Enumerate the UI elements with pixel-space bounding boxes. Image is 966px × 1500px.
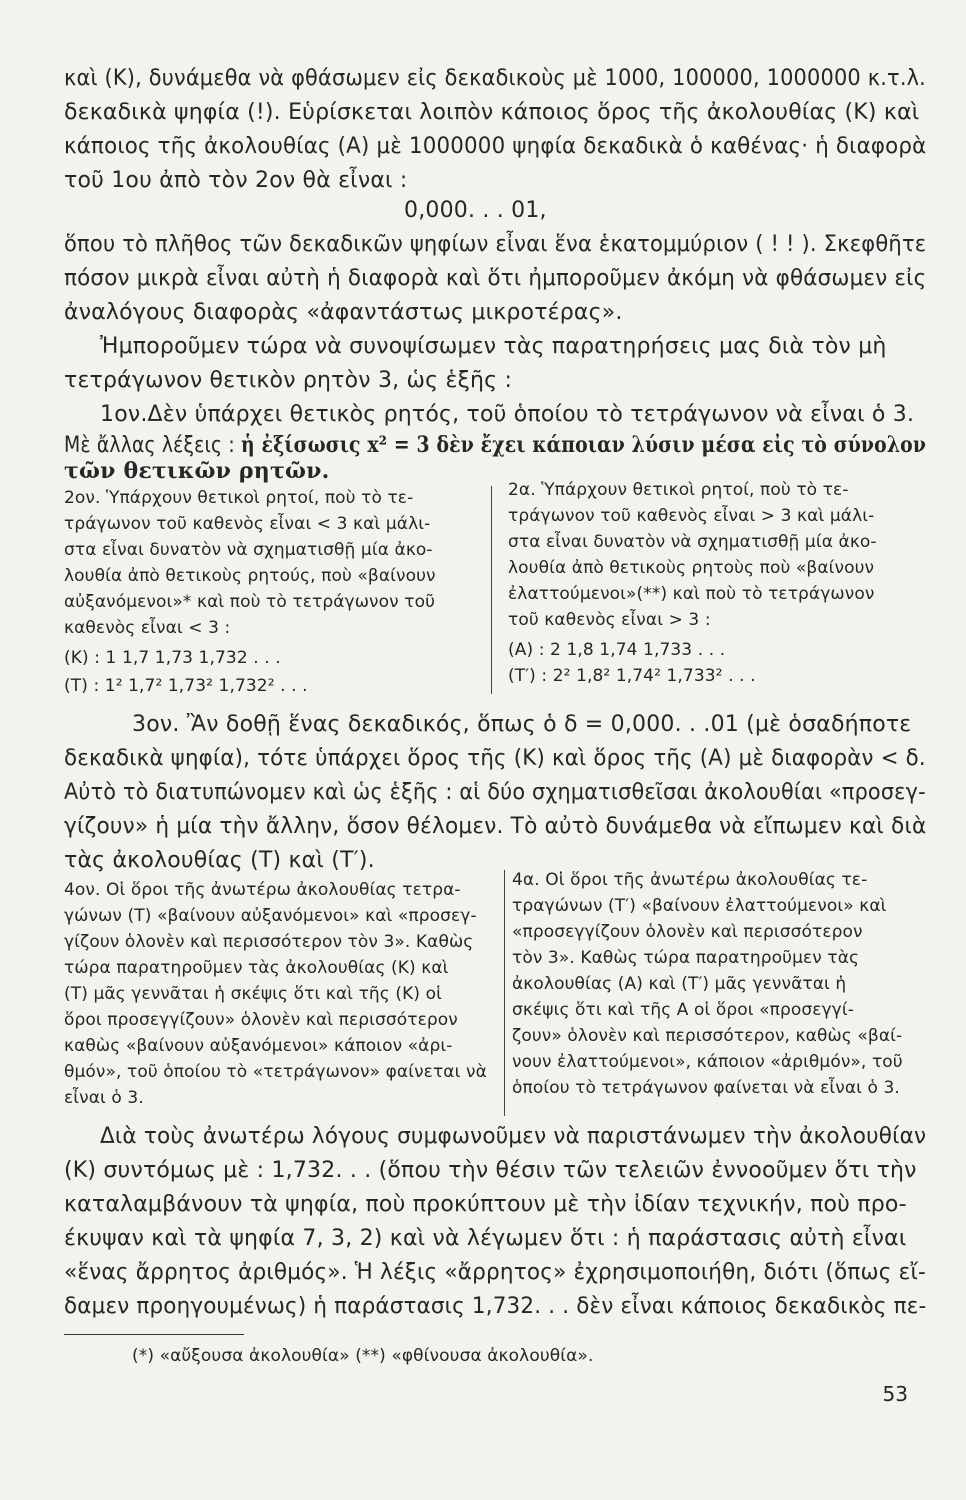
column-divider (491, 486, 492, 694)
equation-statement: ἡ ἐξίσωσις x² = 3 δὲν ἔχει κάποιαν λύσιν μέσα εἰς τὸ σύνολον (240, 432, 927, 458)
col-left-line: εἶναι ὁ 3. (64, 1088, 144, 1108)
col-left-line: τράγωνον τοῦ καθενὸς εἶναι < 3 καὶ μάλι- (64, 514, 431, 534)
text-line: «ἕνας ἄρρητος ἀριθμός». Ἡ λέξις «ἄρρητος» ἐχρησιμοποιήθη, διότι (ὅπως εἴ- (64, 1260, 926, 1285)
col-right-line: 2α. Ὑπάρχουν θετικοὶ ρητοί, ποὺ τὸ τε- (508, 480, 849, 500)
text-line: (Κ) συντόμως μὲ : 1,732. . . (ὅπου τὴν θέσιν τῶν τελειῶν ἐννοοῦμεν ὅτι τὴν (64, 1158, 917, 1183)
col-right-line: τοῦ καθενὸς εἶναι > 3 : (508, 610, 711, 630)
footnote: (*) «αὔξουσα ἀκολουθία» (**) «φθίνουσα ἀκολουθία». (132, 1346, 594, 1366)
col-left-line: λουθία ἀπὸ θετικοὺς ρητούς, ποὺ «βαίνουν (64, 566, 436, 586)
col-left-line: αὐξανόμενοι»* καὶ ποὺ τὸ τετράγωνον τοῦ (64, 592, 436, 612)
col-right-line: λουθία ἀπὸ θετικοὺς ρητοὺς ποὺ «βαίνουν (508, 558, 875, 578)
col-left-line: γίζουν ὁλονὲν καὶ περισσότερον τὸν 3». Καθὼς (64, 932, 474, 952)
text-line: τοῦ 1ου ἀπὸ τὸν 2ον θὰ εἶναι : (64, 168, 408, 193)
col-left-line: ὅροι προσεγγίζουν» ὁλονὲν καὶ περισσότερον (64, 1010, 458, 1030)
text-line: Αὐτὸ τὸ διατυπώνομεν καὶ ὡς ἑξῆς : αἱ δύο σχηματισθεῖσαι ἀκολουθίαι «προσεγ- (64, 780, 926, 805)
col-right-line: ὁποίου τὸ τετράγωνον φαίνεται νὰ εἶναι ὁ 3. (512, 1078, 900, 1098)
col-right-line: τραγώνων (Τ′) «βαίνουν ἐλαττούμενοι» καὶ (512, 896, 887, 916)
col-right-line: νουν ἐλαττούμενοι», κάποιον «ἀριθμόν», τοῦ (512, 1052, 903, 1072)
column-divider (504, 870, 505, 1116)
col-left-line: καθενὸς εἶναι < 3 : (64, 618, 231, 638)
equation-prefix: Μὲ ἄλλας λέξεις : (64, 433, 241, 458)
text-line: ὅπου τὸ πλῆθος τῶν δεκαδικῶν ψηφίων εἶναι ἕνα ἑκατομμύριον ( ! ! ). Σκεφθῆτε (64, 232, 927, 257)
col-right-line: στα εἶναι δυνατὸν νὰ σχηματισθῇ μία ἀκο- (508, 532, 877, 552)
text-line: γίζουν» ἡ μία τὴν ἄλλην, ὅσον θέλομεν. Τὸ αὐτὸ δυνάμεθα νὰ εἴπωμεν καὶ διὰ (64, 814, 927, 839)
col-left-line: 2ον. Ὑπάρχουν θετικοὶ ρητοί, ποὺ τὸ τε- (64, 488, 414, 508)
col-right-line: ζουν» ὁλονὲν καὶ περισσότερον, καθὼς «βαί- (512, 1026, 903, 1046)
col-left-line: καθὼς «βαίνουν αὐξανόμενοι» κάποιον «ἀρι- (64, 1036, 453, 1056)
text-line: ἀναλόγους διαφορὰς «ἀφαντάστως μικροτέρας». (64, 300, 623, 325)
col-right-line: τράγωνον τοῦ καθενὸς εἶναι > 3 καὶ μάλι- (508, 506, 875, 526)
col-right-line: σκέψις ὅτι καὶ τῆς Α οἱ ὅροι «προσεγγί- (512, 1000, 854, 1020)
text-line: δεκαδικὰ ψηφία (!). Εὑρίσκεται λοιπὸν κάποιος ὅρος τῆς ἀκολουθίας (Κ) καὶ (64, 100, 920, 125)
col-left-line: στα εἶναι δυνατὸν νὰ σχηματισθῇ μία ἀκο- (64, 540, 433, 560)
footnote-rule (64, 1334, 244, 1335)
text-line: πόσον μικρὰ εἶναι αὐτὴ ἡ διαφορὰ καὶ ὅτι ἠμποροῦμεν ἀκόμη νὰ φθάσωμεν εἰς (64, 266, 927, 291)
col-left-line: θμόν», τοῦ ὁποίου τὸ «τετράγωνον» φαίνεται νὰ (64, 1062, 487, 1082)
equation-statement-cont: τῶν θετικῶν ρητῶν. (64, 458, 330, 484)
text-line: 1ον.Δὲν ὑπάρχει θετικὸς ρητός, τοῦ ὁποίου τὸ τετράγωνον νὰ εἶναι ὁ 3. (100, 402, 915, 427)
text-line: κάποιος τῆς ἀκολουθίας (Α) μὲ 1000000 ψηφία δεκαδικὰ ὁ καθένας· ἡ διαφορὰ (64, 134, 927, 159)
page-number: 53 (882, 1382, 908, 1406)
text-line: τετράγωνον θετικὸν ρητὸν 3, ὡς ἑξῆς : (64, 368, 513, 393)
text-line: καταλαμβάνουν τὰ ψηφία, ποὺ προκύπτουν μὲ τὴν ἰδίαν τεχνικήν, ποὺ προ- (64, 1192, 907, 1217)
col-right-line: «προσεγγίζουν ὁλονὲν καὶ περισσότερον (512, 922, 863, 942)
col-left-line: γώνων (Τ) «βαίνουν αὐξανόμενοι» καὶ «προσεγ- (64, 906, 477, 926)
col-right-line: ἐλαττούμενοι»(**) καὶ ποὺ τὸ τετράγωνον (508, 584, 875, 604)
text-line: 3ον. Ἂν δοθῇ ἕνας δεκαδικός, ὅπως ὁ δ = 0,000. . .01 (μὲ ὁσαδήποτε (132, 712, 912, 737)
col-left-line: τώρα παρατηροῦμεν τὰς ἀκολουθίας (Κ) καὶ (64, 958, 449, 978)
col-left-line: (Τ) μᾶς γεννᾶται ἡ σκέψις ὅτι καὶ τῆς (Κ) οἱ (64, 984, 442, 1004)
text-line: τὰς ἀκολουθίας (Τ) καὶ (Τ′). (64, 848, 375, 873)
value-line: 0,000. . . 01, (404, 198, 547, 223)
equation-line (64, 432, 926, 458)
text-line: έκυψαν καὶ τὰ ψηφία 7, 3, 2) καὶ νὰ λέγωμεν ὅτι : ἡ παράστασις αὐτὴ εἶναι (64, 1226, 907, 1251)
sequence-K: (Κ) : 1 1,7 1,73 1,732 . . . (64, 648, 281, 668)
col-left-line: 4ον. Οἱ ὅροι τῆς ἀνωτέρω ἀκολουθίας τετρα- (64, 880, 461, 900)
text-line: δαμεν προηγουμένως) ἡ παράστασις 1,732. . . δὲν εἶναι κάποιος δεκαδικὸς πε- (64, 1294, 927, 1319)
text-line: δεκαδικὰ ψηφία), τότε ὑπάρχει ὅρος τῆς (Κ) καὶ ὅρος τῆς (Α) μὲ διαφορὰν < δ. (64, 746, 926, 771)
col-right-line: ἀκολουθίας (Α) καὶ (Τ′) μᾶς γεννᾶται ἡ (512, 974, 847, 994)
sequence-A: (Α) : 2 1,8 1,74 1,733 . . . (508, 640, 726, 660)
sequence-T: (Τ) : 1² 1,7² 1,73² 1,732² . . . (64, 676, 308, 696)
col-right-line: 4α. Οἱ ὅροι τῆς ἀνωτέρω ἀκολουθίας τε- (512, 870, 868, 890)
sequence-T-prime: (Τ′) : 2² 1,8² 1,74² 1,733² . . . (508, 666, 756, 686)
col-right-line: τὸν 3». Καθὼς τώρα παρατηροῦμεν τὰς (512, 948, 860, 968)
text-line: Ἠμποροῦμεν τώρα νὰ συνοψίσωμεν τὰς παρατηρήσεις μας διὰ τὸν μὴ (100, 334, 887, 359)
text-line: καὶ (Κ), δυνάμεθα νὰ φθάσωμεν εἰς δεκαδικοὺς μὲ 1000, 100000, 1000000 κ.τ.λ. (64, 66, 927, 91)
text-line: Διὰ τοὺς ἀνωτέρω λόγους συμφωνοῦμεν νὰ παριστάνωμεν τὴν ἀκολουθίαν (100, 1124, 927, 1149)
